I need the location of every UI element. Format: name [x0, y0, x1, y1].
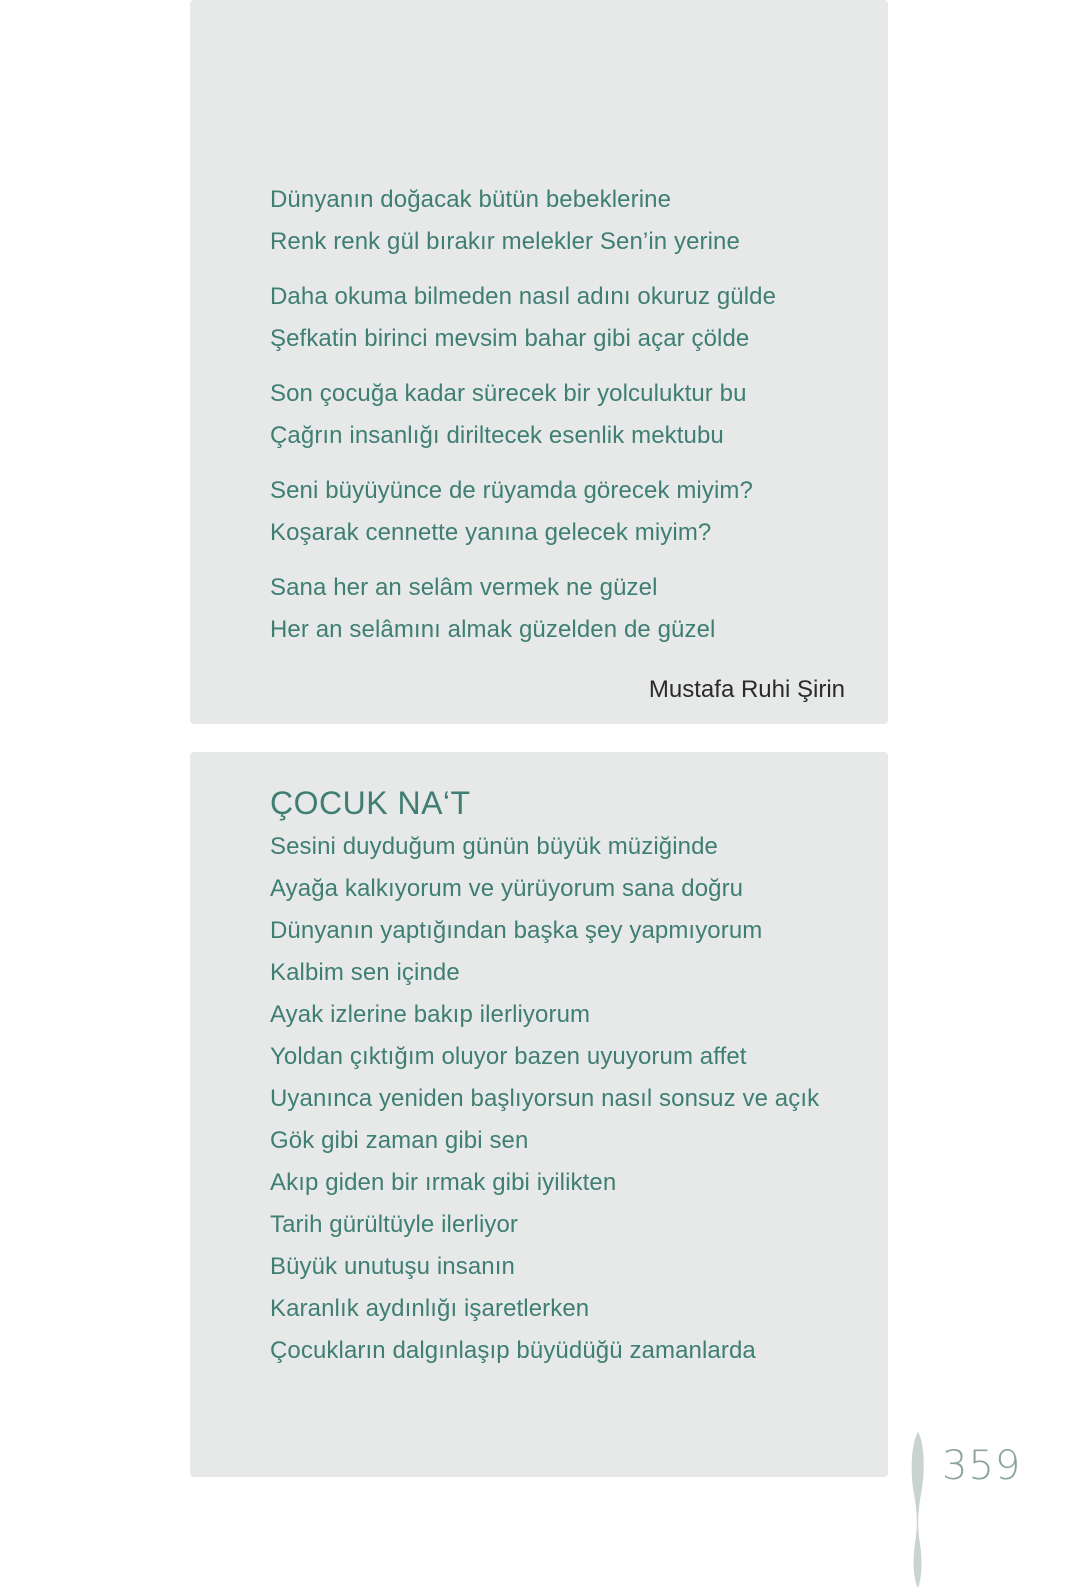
poem-body: [270, 826, 819, 1372]
poem-line: Ayağa kalkıyorum ve yürüyorum sana doğru: [270, 875, 744, 902]
stanza-3: [270, 373, 747, 457]
poem-line: Daha okuma bilmeden nasıl adını okuruz gülde: [270, 283, 777, 310]
poem-line: Seni büyüyünce de rüyamda görecek miyim?: [270, 477, 753, 504]
stanza-5: [270, 567, 716, 651]
poem-line: Sana her an selâm vermek ne güzel: [270, 574, 658, 601]
poem-line: Karanlık aydınlığı işaretlerken: [270, 1295, 590, 1322]
poem-line: Büyük unutuşu insanın: [270, 1253, 515, 1280]
poem-line: Renk renk gül bırakır melekler Sen’in yerine: [270, 228, 740, 255]
poem-line: Son çocuğa kadar sürecek bir yolculuktur bu: [270, 380, 747, 407]
poem-line: Tarih gürültüyle ilerliyor: [270, 1211, 519, 1238]
poem-author: Mustafa Ruhi Şirin: [648, 676, 845, 703]
poem-box-top: [190, 0, 888, 724]
poem-line: Dünyanın doğacak bütün bebeklerine: [270, 186, 672, 213]
poem-title: ÇOCUK NA‘T: [270, 785, 471, 821]
stanza-1: [270, 179, 740, 263]
page-marker-icon: [908, 1432, 928, 1588]
poem-line: Gök gibi zaman gibi sen: [270, 1127, 529, 1154]
poem-line: Ayak izlerine bakıp ilerliyorum: [270, 1001, 591, 1028]
poem-line: Akıp giden bir ırmak gibi iyilikten: [270, 1169, 617, 1196]
poem-line: Dünyanın yaptığından başka şey yapmıyorum: [270, 917, 763, 944]
poem-line: Şefkatin birinci mevsim bahar gibi açar çölde: [270, 325, 750, 352]
poem-line: Her an selâmını almak güzelden de güzel: [270, 616, 716, 643]
poem-line: Uyanınca yeniden başlıyorsun nasıl sonsuz ve açık: [270, 1085, 820, 1112]
poem-line: Koşarak cennette yanına gelecek miyim?: [270, 519, 712, 546]
poem-box-bottom: [190, 752, 888, 1477]
stanza-2: [270, 276, 776, 360]
poem-line: Çağrın insanlığı diriltecek esenlik mektubu: [270, 422, 724, 449]
poem-line: Kalbim sen içinde: [270, 959, 460, 986]
poem-line: Çocukların dalgınlaşıp büyüdüğü zamanlarda: [270, 1337, 756, 1364]
poem-line: Yoldan çıktığım oluyor bazen uyuyorum affet: [270, 1043, 747, 1070]
stanza-4: [270, 470, 753, 554]
page-number: 359: [942, 1443, 1022, 1489]
poem-line: Sesini duyduğum günün büyük müziğinde: [270, 833, 718, 860]
